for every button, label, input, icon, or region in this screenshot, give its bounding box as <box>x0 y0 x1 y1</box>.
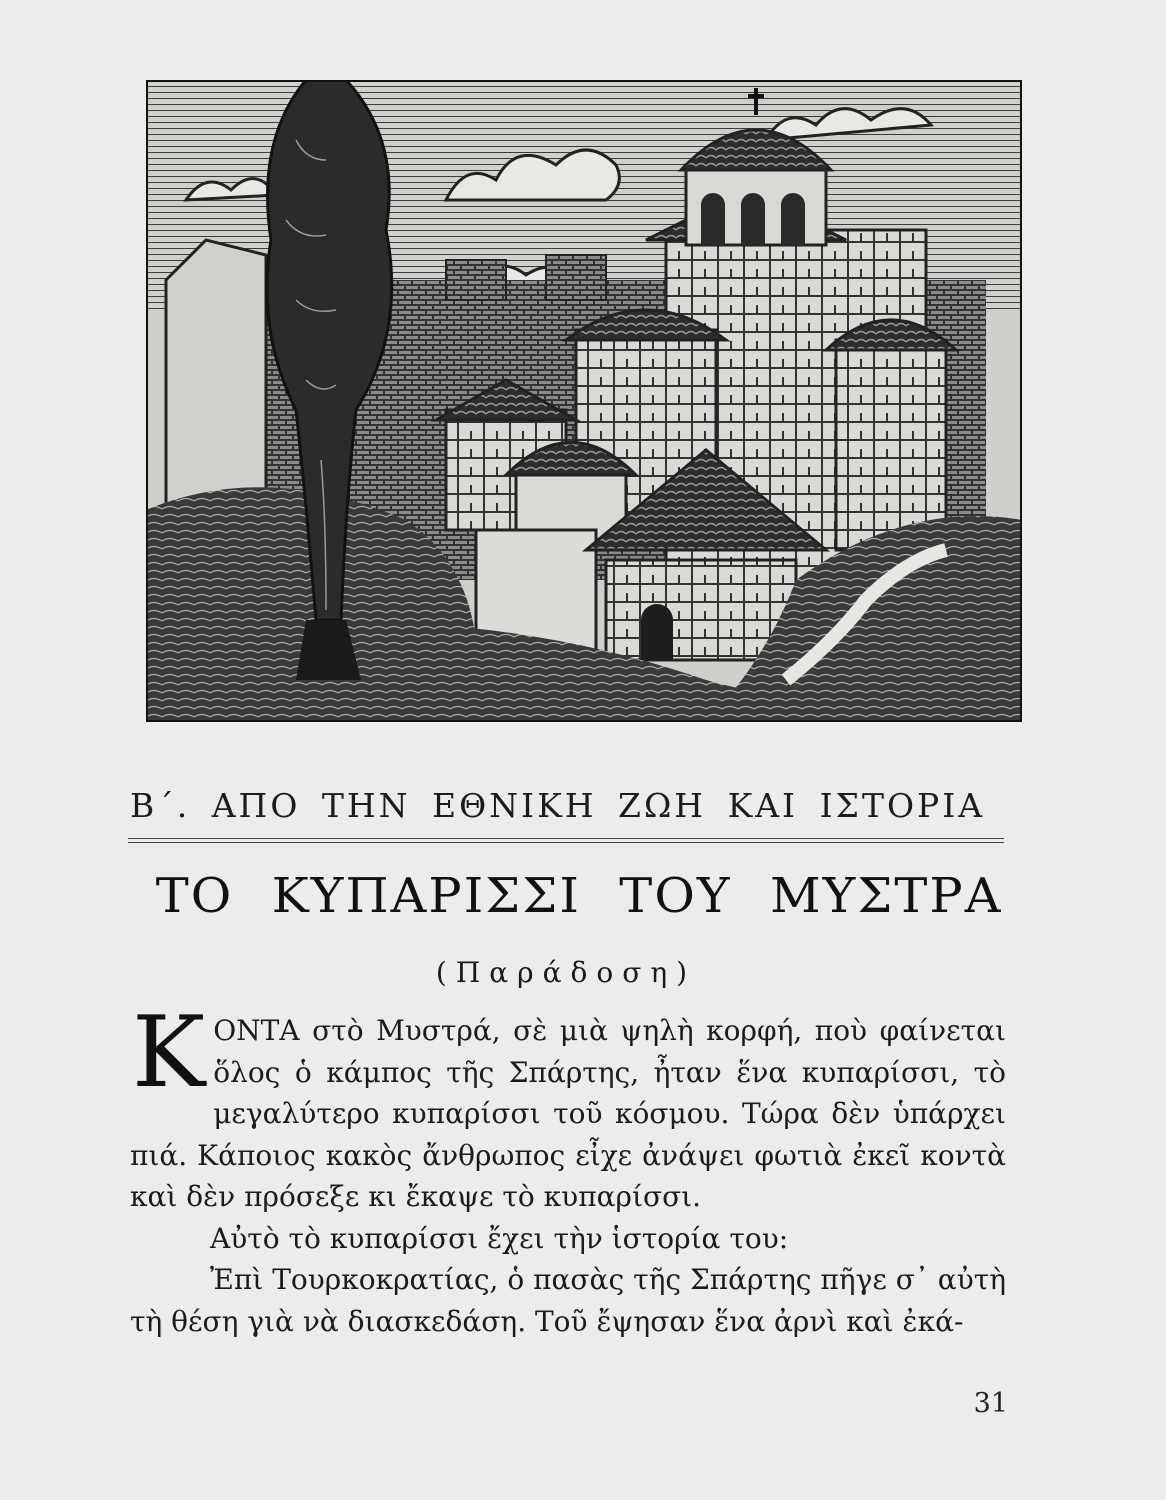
double-rule-divider <box>128 838 1004 843</box>
chapter-subtitle: (Παράδοση) <box>435 956 697 989</box>
section-heading: Β΄. ΑΠΟ ΤΗΝ ΕΘΝΙΚΗ ΖΩΗ ΚΑΙ ΙΣΤΟΡΙΑ <box>130 786 986 825</box>
page-number: 31 <box>973 1388 1008 1419</box>
paragraph-1 <box>130 996 1006 1218</box>
woodcut-illustration <box>146 80 1022 722</box>
chapter-title: ΤΟ ΚΥΠΑΡΙΣΣΙ ΤΟΥ ΜΥΣΤΡΑ <box>155 868 1003 924</box>
mystras-church-engraving <box>146 80 1022 722</box>
paragraph-1-text: ΟΝΤΑ στὸ Μυστρά, σὲ μιὰ ψηλὴ κορφή, ποὺ φαίνεται ὅλος ὁ κάμπος τῆς Σπάρτης, ἦταν ἕνα κυπαρίσσι, τὸ μεγαλύτερο κυπαρίσσι τοῦ κόσμου. Τώρα δὲν ὑπάρχει πιά. Κάποιος κακὸς ἄνθρωπος εἶχε ἀνάψει φωτιὰ ἐκεῖ κοντὰ καὶ δὲν πρόσεξε κι ἔκαψε τὸ κυπαρίσσι. <box>130 1014 1006 1213</box>
paragraph-3: Ἐπὶ Τουρκοκρατίας, ὁ πασὰς τῆς Σπάρτης πῆγε σ᾿ αὐτὴ τὴ θέση γιὰ νὰ διασκεδάση. Τοῦ ἔψησαν ἕνα ἀρνὶ καὶ ἐκά- <box>130 1263 1006 1338</box>
paragraph-2: Αὐτὸ τὸ κυπαρίσσι ἔχει τὴν ἱστορία του: <box>210 1221 789 1255</box>
drop-cap: Κ <box>132 996 206 1110</box>
body-text <box>130 996 1006 1342</box>
